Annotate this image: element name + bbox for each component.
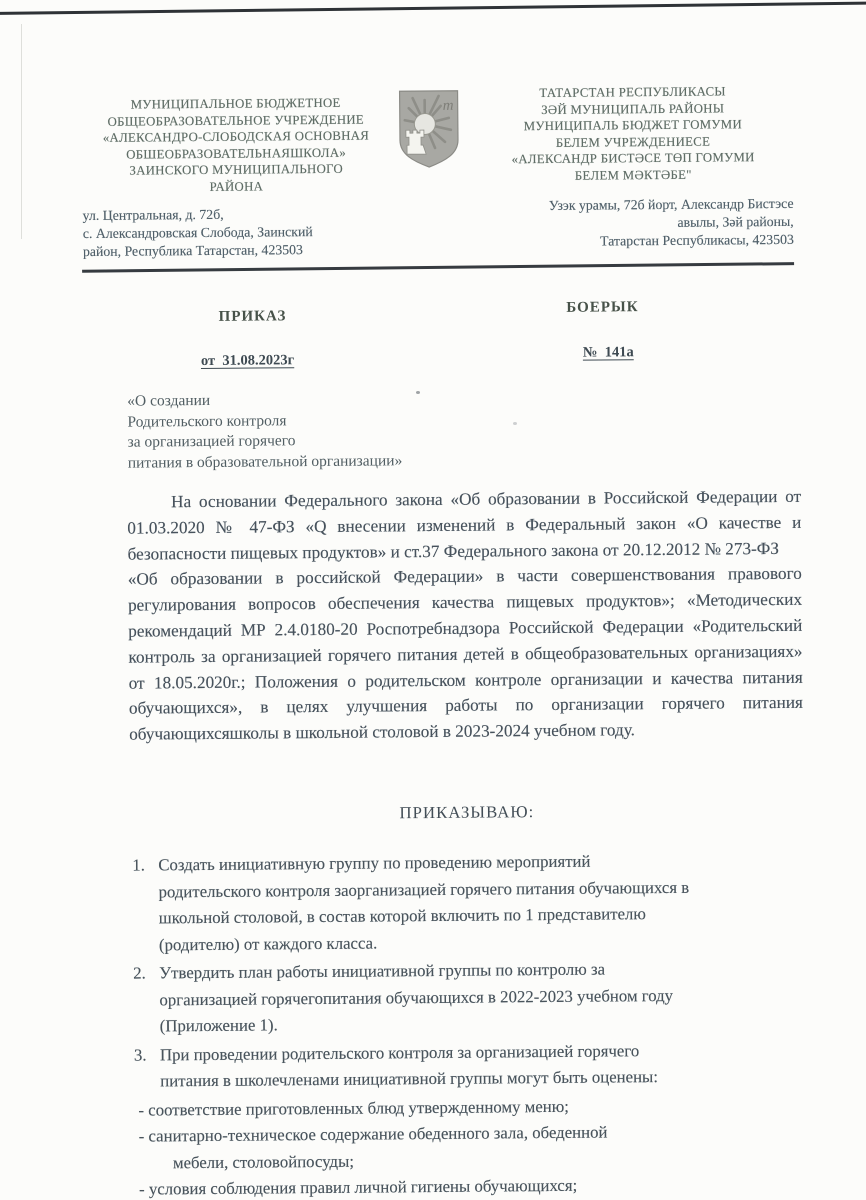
list-item bbox=[131, 955, 826, 1041]
list-item-number: 1. bbox=[132, 855, 145, 875]
preamble bbox=[127, 484, 803, 748]
order-date: от 31.08.2023г bbox=[200, 352, 295, 370]
list-item-text: При проведении родительского контроля за организацией горячего питания в школечленами инициативной группы могут быть оценены: bbox=[159, 1040, 659, 1091]
org-name-tatar: ТАТАРСТАН РЕСПУБЛИКАСЫ ЗӘЙ МУНИЦИПАЛЬ РАЙОНЫ МУНИЦИПАЛЬ БЮДЖЕТ ГОМУМИ БЕЛЕМ УЧРЕЖДЕНИЕСЕ «АЛЕКСАНДР БИСТӘСЕ ТӨП ГОМУМИ БЕЛЕМ МӘКТӘБЕ" bbox=[511, 84, 755, 183]
order-subject: «О создании Родительского контроля за организацией горячего питания в образовательной организации» bbox=[127, 391, 403, 472]
order-title-tatar: БОЕРЫК bbox=[566, 299, 639, 316]
list-item-text: Создать инициативную группу по проведению мероприятий родительского контроля заорганизацией горячего питания обучающихся в школьной столовой, в состав которой включить по 1 представителю (родителю) от каждого класса. bbox=[158, 851, 690, 954]
sun-disc-icon bbox=[414, 113, 435, 134]
list-item-number: 2. bbox=[133, 963, 146, 983]
address-tatar: Узэк урамы, 72б йорт, Александр Бистэсе авылы, Зәй районы, Татарстан Республикасы, 423503 bbox=[548, 195, 794, 249]
directives-list bbox=[130, 847, 827, 1200]
sub-bullet: - соответствие приготовленных блюд утвержденному меню; bbox=[138, 1096, 569, 1120]
decree-heading: ПРИКАЗЫВАЮ: bbox=[399, 802, 535, 823]
list-item bbox=[130, 847, 825, 959]
order-title-russian: ПРИКАЗ bbox=[218, 308, 287, 325]
preamble-paragraph-1: На основании Федерального закона «Об образовании в Российской Федерации от 01.03.2020 № 47-ФЗ «Q внесении изменений в Федеральный закон «О качестве и безопасности пищевых продуктов» и ст.37 Федерального закона от 20.12.2012 № 273-ФЗ bbox=[127, 486, 802, 564]
list-item bbox=[132, 1036, 826, 1095]
sub-bullet: - условия соблюдения правил личной гигиены обучающихся; bbox=[139, 1175, 578, 1199]
preamble-paragraph-2: «Об образовании в российской Федерации» в части совершенствования правового регулирования вопросов обеспечения качества пищевых продуктов»; «Методических рекомендаций МР 2.4.0180-20 Роспотребнадзора Российской Федерации «Родительский контроль за организацией горячего питания детей в общеобразовательных организациях» от 18.05.2020г.; Положения о родительском контроле организации и качества питания обучающихся», в целях улучшения работы по организации горячего питания обучающихсяшколы в школьной столовой в 2023-2024 учебном году. bbox=[127, 564, 803, 744]
coat-of-arms-icon bbox=[395, 88, 464, 171]
order-number: № 141а bbox=[582, 344, 634, 361]
letterhead-divider bbox=[82, 262, 794, 273]
emblem-letter: m bbox=[442, 97, 454, 114]
coat-of-arms-emblem bbox=[395, 88, 464, 171]
org-name-russian: МУНИЦИПАЛЬНОЕ БЮДЖЕТНОЕ ОБЩЕОБРАЗОВАТЕЛЬНОЕ УЧРЕЖДЕНИЕ «АЛЕКСАНДРО-СЛОБОДСКАЯ ОСНОВНАЯ ОБШЕОБРАЗОВАТЕЛЬНАЯШКОЛА» ЗАИНСКОГО МУНИЦИПАЛЬНОГО РАЙОНА bbox=[102, 95, 370, 194]
sub-bullet: - санитарно-техническое содержание обеденного зала, обеденной мебели, столовойпосуды; bbox=[138, 1122, 608, 1172]
list-item-number: 3. bbox=[133, 1045, 147, 1065]
list-item-text: Утвердить план работы инициативной группы по контролю за организацией горячегопитания обучающихся в 2022-2023 учебном году (Приложение 1). bbox=[159, 959, 674, 1036]
address-russian: ул. Центральная, д. 72б, с. Александровская Слобода, Заинский район, Республика Татарстан, 423503 bbox=[82, 206, 313, 260]
